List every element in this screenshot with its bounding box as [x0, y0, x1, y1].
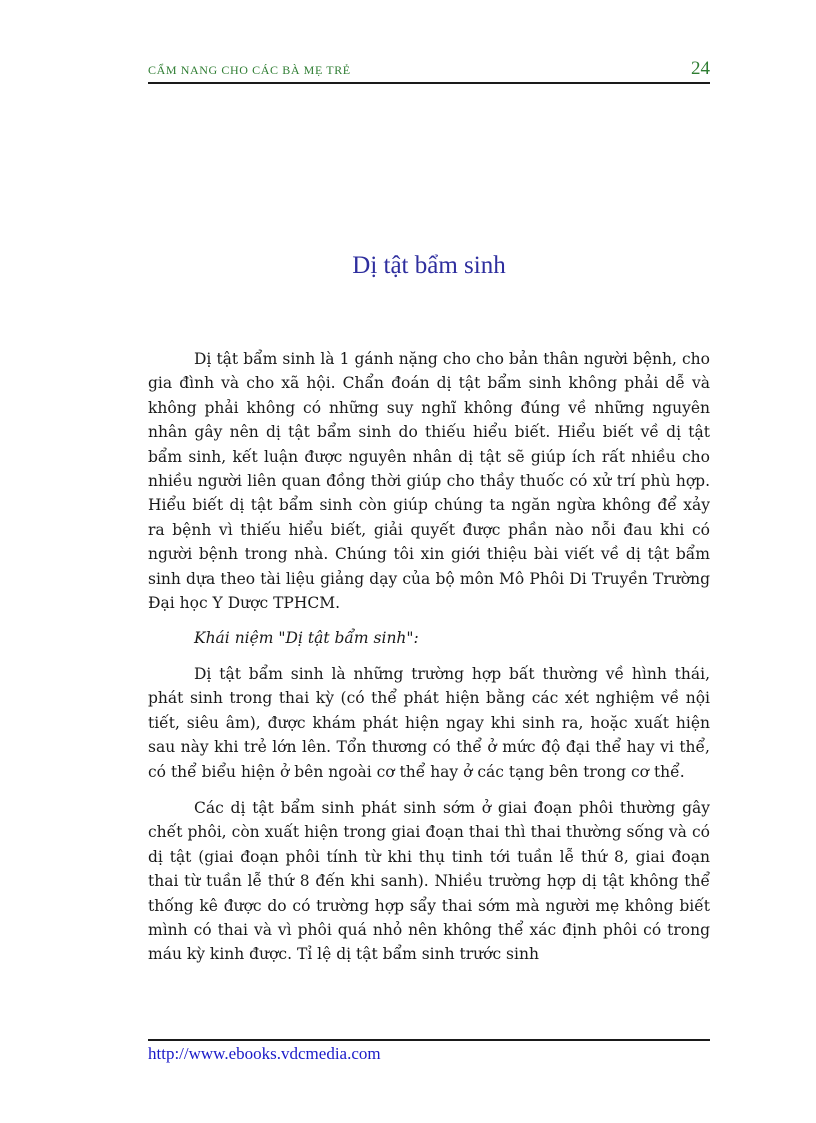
definition-paragraph: Dị tật bẩm sinh là những trường hợp bất thường về hình thái, phát sinh trong thai kỳ (có thể phát hiện bằng các xét nghiệm về nội tiết, siêu âm), được khám phát hiện ngay khi sinh ra, hoặc xuất hiện sau này khi trẻ lớn lên. Tổn thương có thể ở mức độ đại thể hay vi thể, có thể biểu hiện ở bên ngoài cơ thể hay ở các tạng bên trong cơ thể. [148, 664, 710, 781]
footer-website-link[interactable]: http://www.ebooks.vdcmedia.com [148, 1044, 381, 1063]
chapter-title: Dị tật bẩm sinh [352, 252, 506, 279]
footer-divider [148, 1039, 710, 1041]
article-body [148, 347, 710, 967]
intro-paragraph: Dị tật bẩm sinh là 1 gánh nặng cho cho bản thân người bệnh, cho gia đình và cho xã hội. Chẩn đoán dị tật bẩm sinh không phải dễ và không phải không có những suy nghĩ không đúng về những nguyên nhân gây nên dị tật bẩm sinh do thiếu hiểu biết. Hiểu biết về dị tật bẩm sinh, kết luận được nguyên nhân dị tật sẽ giúp ích rất nhiều cho nhiều người liên quan đồng thời giúp cho thầy thuốc có xử trí phù hợp. Hiểu biết dị tật bẩm sinh còn giúp chúng ta ngăn ngừa không để xảy ra bệnh vì thiếu hiểu biết, giải quyết được phần nào nỗi đau khi có người bệnh trong nhà. Chúng tôi xin giới thiệu bài viết về dị tật bẩm sinh dựa theo tài liệu giảng dạy của bộ môn Mô Phôi Di Truyền Trường Đại học Y Dược TPHCM. [148, 350, 710, 613]
section-subheading: Khái niệm "Dị tật bẩm sinh": [194, 629, 419, 648]
detail-paragraph: Các dị tật bẩm sinh phát sinh sớm ở giai đoạn phôi thường gây chết phôi, còn xuất hiện trong giai đoạn thai thì thai thường sống và có dị tật (giai đoạn phôi tính từ khi thụ tinh tới tuần lễ thứ 8, giai đoạn thai từ tuần lễ thứ 8 đến khi sanh). Nhiều trường hợp dị tật không thể thống kê được do có trường hợp sẩy thai sớm mà người mẹ không biết mình có thai và vì phôi quá nhỏ nên không thể xác định phôi có trong máu kỳ kinh được. Tỉ lệ dị tật bẩm sinh trước sinh [148, 798, 710, 964]
page-header [148, 58, 710, 84]
page-number: 24 [691, 58, 710, 79]
running-title: CẨM NANG CHO CÁC BÀ MẸ TRẺ [148, 63, 351, 77]
